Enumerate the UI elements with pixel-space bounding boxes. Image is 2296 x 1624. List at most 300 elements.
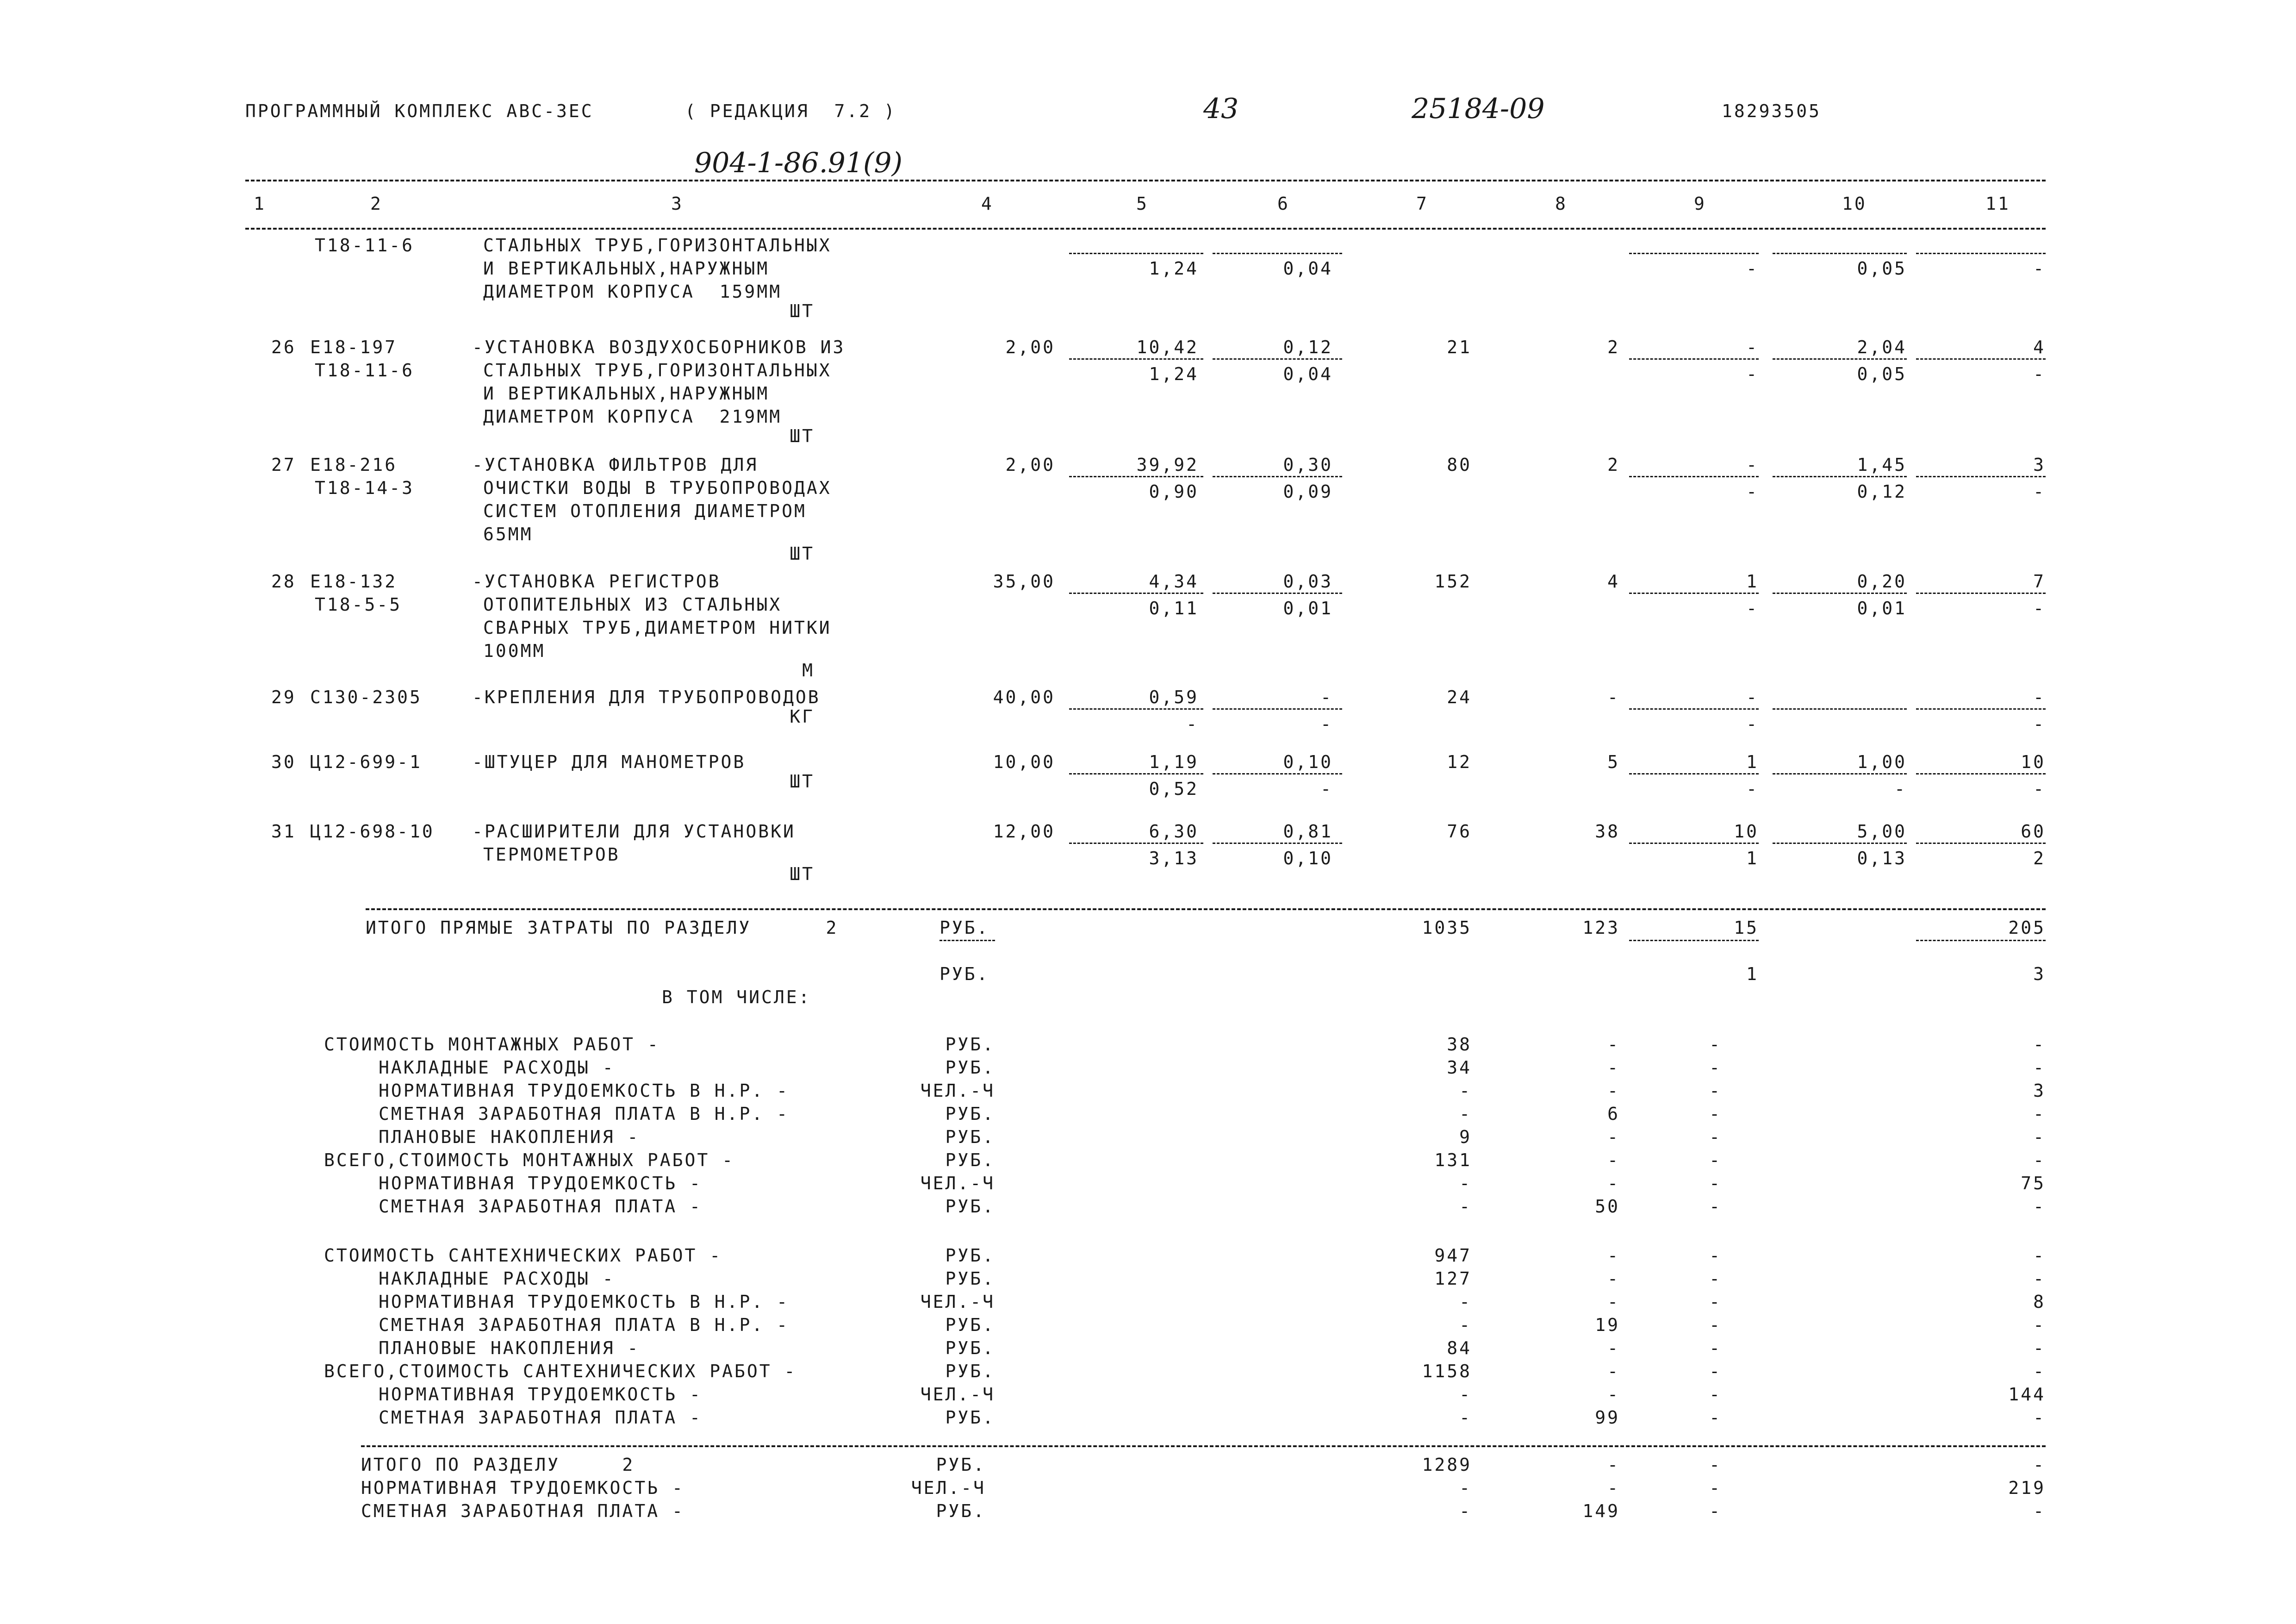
value-c6b: - bbox=[1320, 779, 1333, 799]
row-number: 29 bbox=[271, 687, 296, 707]
breakdown-c9: - bbox=[1709, 1081, 1722, 1101]
sub-rule bbox=[1629, 476, 1759, 477]
value-c10: 2,04 bbox=[1857, 337, 1907, 357]
value-c9b: - bbox=[1746, 258, 1759, 279]
work-description: -РАСШИРИТЕЛИ ДЛЯ УСТАНОВКИ bbox=[472, 821, 796, 842]
breakdown-c11: - bbox=[2033, 1057, 2046, 1078]
sub-rule bbox=[1069, 773, 1203, 775]
value-c9: - bbox=[1746, 337, 1759, 357]
column-number-5: 5 bbox=[1136, 194, 1149, 214]
section-total-rule bbox=[361, 1445, 2046, 1447]
totals-direct-c11b: 3 bbox=[2033, 964, 2046, 984]
rate-code-secondary: Т18-14-3 bbox=[315, 478, 415, 498]
program-title: ПРОГРАММНЫЙ КОМПЛЕКС АВС-3ЕС bbox=[245, 101, 594, 121]
column-number-4: 4 bbox=[981, 194, 994, 214]
value-c11b: - bbox=[2033, 364, 2046, 384]
breakdown-label: НАКЛАДНЫЕ РАСХОДЫ - bbox=[379, 1057, 615, 1078]
unit-label: ШТ bbox=[790, 301, 815, 321]
section-total-c9: - bbox=[1709, 1501, 1722, 1521]
totals-direct-c7: 1035 bbox=[1422, 918, 1472, 938]
breakdown-c11: - bbox=[2033, 1245, 2046, 1266]
rate-code-secondary: Т18-11-6 bbox=[315, 235, 415, 256]
breakdown-c7: 947 bbox=[1434, 1245, 1472, 1266]
breakdown-c11: - bbox=[2033, 1196, 2046, 1217]
value-c5b: 0,11 bbox=[1149, 598, 1199, 618]
work-description: ОТОПИТЕЛЬНЫХ ИЗ СТАЛЬНЫХ bbox=[483, 594, 782, 615]
value-c11: - bbox=[2033, 687, 2046, 707]
sub-rule bbox=[1213, 773, 1342, 775]
section-total-c9: - bbox=[1709, 1478, 1722, 1498]
breakdown-c7: 127 bbox=[1434, 1268, 1472, 1289]
breakdown-c7: - bbox=[1459, 1104, 1472, 1124]
value-c11b: - bbox=[2033, 598, 2046, 618]
header-top-rule bbox=[245, 180, 2046, 181]
column-number-7: 7 bbox=[1416, 194, 1429, 214]
breakdown-unit: РУБ. bbox=[945, 1057, 995, 1078]
work-description: ОЧИСТКИ ВОДЫ В ТРУБОПРОВОДАХ bbox=[483, 478, 832, 498]
breakdown-label: ВСЕГО,СТОИМОСТЬ САНТЕХНИЧЕСКИХ РАБОТ - bbox=[324, 1361, 797, 1381]
breakdown-label: СТОИМОСТЬ МОНТАЖНЫХ РАБОТ - bbox=[324, 1034, 660, 1055]
column-number-10: 10 bbox=[1842, 194, 1867, 214]
value-c9b: - bbox=[1746, 364, 1759, 384]
sub-rule bbox=[940, 940, 995, 941]
value-c9b: 1 bbox=[1746, 848, 1759, 868]
work-description: -УСТАНОВКА РЕГИСТРОВ bbox=[472, 571, 721, 592]
work-description: -ШТУЦЕР ДЛЯ МАНОМЕТРОВ bbox=[472, 752, 746, 772]
value-c7: 21 bbox=[1447, 337, 1472, 357]
value-c4: 35,00 bbox=[993, 571, 1055, 592]
unit-label: ШТ bbox=[790, 426, 815, 446]
breakdown-unit: РУБ. bbox=[945, 1245, 995, 1266]
breakdown-c9: - bbox=[1709, 1384, 1722, 1405]
section-total-c8: - bbox=[1607, 1478, 1620, 1498]
column-number-9: 9 bbox=[1694, 194, 1706, 214]
breakdown-c7: - bbox=[1459, 1384, 1472, 1405]
section-total-unit: РУБ. bbox=[936, 1455, 986, 1475]
breakdown-label: ПЛАНОВЫЕ НАКОПЛЕНИЯ - bbox=[379, 1338, 640, 1358]
section-total-c9: - bbox=[1709, 1455, 1722, 1475]
sub-rule bbox=[1916, 358, 2046, 360]
value-c7: 24 bbox=[1447, 687, 1472, 707]
rate-code-secondary: Т18-11-6 bbox=[315, 360, 415, 381]
breakdown-label: СТОИМОСТЬ САНТЕХНИЧЕСКИХ РАБОТ - bbox=[324, 1245, 722, 1266]
sub-rule bbox=[1069, 253, 1203, 254]
value-c11: 7 bbox=[2033, 571, 2046, 592]
value-c5: 10,42 bbox=[1136, 337, 1199, 357]
breakdown-c8: 99 bbox=[1595, 1407, 1620, 1428]
value-c5: 6,30 bbox=[1149, 821, 1199, 842]
value-c10b: 0,13 bbox=[1857, 848, 1907, 868]
breakdown-label: НОРМАТИВНАЯ ТРУДОЕМКОСТЬ - bbox=[379, 1173, 702, 1193]
value-c5b: 3,13 bbox=[1149, 848, 1199, 868]
section-total-c8: - bbox=[1607, 1455, 1620, 1475]
sub-rule bbox=[1773, 593, 1907, 594]
value-c6: 0,03 bbox=[1283, 571, 1333, 592]
sub-rule bbox=[1773, 708, 1907, 710]
value-c10b: 0,01 bbox=[1857, 598, 1907, 618]
sub-rule bbox=[1629, 253, 1759, 254]
work-description: И ВЕРТИКАЛЬНЫХ,НАРУЖНЫМ bbox=[483, 383, 770, 404]
document-number: 18293505 bbox=[1722, 101, 1822, 121]
section-total-c7: 1289 bbox=[1422, 1455, 1472, 1475]
sub-rule bbox=[1629, 358, 1759, 360]
breakdown-c9: - bbox=[1709, 1292, 1722, 1312]
value-c6b: 0,10 bbox=[1283, 848, 1333, 868]
totals-direct-label: ИТОГО ПРЯМЫЕ ЗАТРАТЫ ПО РАЗДЕЛУ 2 bbox=[366, 918, 839, 938]
breakdown-unit: РУБ. bbox=[945, 1034, 995, 1055]
sub-rule bbox=[1629, 843, 1759, 844]
breakdown-label: НОРМАТИВНАЯ ТРУДОЕМКОСТЬ В Н.Р. - bbox=[379, 1292, 789, 1312]
breakdown-unit: РУБ. bbox=[945, 1338, 995, 1358]
breakdown-c8: 50 bbox=[1595, 1196, 1620, 1217]
value-c10: 1,45 bbox=[1857, 455, 1907, 475]
value-c6: 0,10 bbox=[1283, 752, 1333, 772]
unit-label: ШТ bbox=[790, 543, 815, 564]
value-c9b: - bbox=[1746, 779, 1759, 799]
value-c10b: 0,05 bbox=[1857, 258, 1907, 279]
value-c9b: - bbox=[1746, 598, 1759, 618]
breakdown-c11: - bbox=[2033, 1104, 2046, 1124]
breakdown-c9: - bbox=[1709, 1127, 1722, 1147]
unit-label: КГ bbox=[790, 706, 815, 727]
breakdown-c11: - bbox=[2033, 1315, 2046, 1335]
breakdown-c7: 1158 bbox=[1422, 1361, 1472, 1381]
sub-rule bbox=[1916, 708, 2046, 710]
breakdown-c7: 38 bbox=[1447, 1034, 1472, 1055]
breakdown-c8: - bbox=[1607, 1173, 1620, 1193]
breakdown-c11: 8 bbox=[2033, 1292, 2046, 1312]
breakdown-c7: - bbox=[1459, 1173, 1472, 1193]
work-description: СВАРНЫХ ТРУБ,ДИАМЕТРОМ НИТКИ bbox=[483, 618, 832, 638]
sub-rule bbox=[1213, 358, 1342, 360]
work-description: ТЕРМОМЕТРОВ bbox=[483, 844, 620, 865]
sub-rule bbox=[1213, 708, 1342, 710]
breakdown-unit: РУБ. bbox=[945, 1407, 995, 1428]
work-description: ДИАМЕТРОМ КОРПУСА 219ММ bbox=[483, 406, 782, 427]
rate-code: Ц12-698-10 bbox=[310, 821, 435, 842]
breakdown-label: ВСЕГО,СТОИМОСТЬ МОНТАЖНЫХ РАБОТ - bbox=[324, 1150, 734, 1170]
value-c8: 38 bbox=[1595, 821, 1620, 842]
work-description: ДИАМЕТРОМ КОРПУСА 159ММ bbox=[483, 281, 782, 302]
value-c6: 0,81 bbox=[1283, 821, 1333, 842]
breakdown-c7: 9 bbox=[1459, 1127, 1472, 1147]
value-c4: 10,00 bbox=[993, 752, 1055, 772]
unit-label: М bbox=[802, 660, 815, 681]
sub-rule bbox=[1916, 940, 2046, 941]
sub-rule bbox=[1916, 253, 2046, 254]
row-number: 30 bbox=[271, 752, 296, 772]
column-number-3: 3 bbox=[671, 194, 684, 214]
value-c10: 1,00 bbox=[1857, 752, 1907, 772]
including-heading: В ТОМ ЧИСЛЕ: bbox=[662, 987, 811, 1007]
value-c6b: 0,04 bbox=[1283, 364, 1333, 384]
breakdown-label: НОРМАТИВНАЯ ТРУДОЕМКОСТЬ В Н.Р. - bbox=[379, 1081, 789, 1101]
sub-rule bbox=[1213, 476, 1342, 477]
breakdown-c9: - bbox=[1709, 1150, 1722, 1170]
breakdown-c11: 3 bbox=[2033, 1081, 2046, 1101]
value-c5b: 1,24 bbox=[1149, 364, 1199, 384]
breakdown-unit: ЧЕЛ.-Ч bbox=[920, 1292, 995, 1312]
breakdown-c8: - bbox=[1607, 1268, 1620, 1289]
row-number: 31 bbox=[271, 821, 296, 842]
breakdown-label: СМЕТНАЯ ЗАРАБОТНАЯ ПЛАТА В Н.Р. - bbox=[379, 1315, 789, 1335]
value-c5: 39,92 bbox=[1136, 455, 1199, 475]
section-total-label: НОРМАТИВНАЯ ТРУДОЕМКОСТЬ - bbox=[361, 1478, 684, 1498]
sub-rule bbox=[1069, 476, 1203, 477]
breakdown-unit: РУБ. bbox=[945, 1196, 995, 1217]
breakdown-c7: 34 bbox=[1447, 1057, 1472, 1078]
work-description: 100ММ bbox=[483, 641, 546, 661]
breakdown-c8: - bbox=[1607, 1292, 1620, 1312]
value-c5: 0,59 bbox=[1149, 687, 1199, 707]
section-total-unit: ЧЕЛ.-Ч bbox=[911, 1478, 986, 1498]
breakdown-c7: - bbox=[1459, 1081, 1472, 1101]
value-c8: 4 bbox=[1607, 571, 1620, 592]
handwritten-reference: 904-1-86.91(9) bbox=[694, 147, 902, 179]
breakdown-c9: - bbox=[1709, 1173, 1722, 1193]
section-total-label: СМЕТНАЯ ЗАРАБОТНАЯ ПЛАТА - bbox=[361, 1501, 684, 1521]
breakdown-c11: - bbox=[2033, 1150, 2046, 1170]
value-c5: 4,34 bbox=[1149, 571, 1199, 592]
section-total-unit: РУБ. bbox=[936, 1501, 986, 1521]
breakdown-c7: 131 bbox=[1434, 1150, 1472, 1170]
sub-rule bbox=[1773, 253, 1907, 254]
breakdown-c7: - bbox=[1459, 1407, 1472, 1428]
breakdown-c8: - bbox=[1607, 1384, 1620, 1405]
header-bottom-rule bbox=[245, 228, 2046, 230]
work-description: СТАЛЬНЫХ ТРУБ,ГОРИЗОНТАЛЬНЫХ bbox=[483, 360, 832, 381]
breakdown-label: СМЕТНАЯ ЗАРАБОТНАЯ ПЛАТА В Н.Р. - bbox=[379, 1104, 789, 1124]
sub-rule bbox=[1916, 476, 2046, 477]
column-number-11: 11 bbox=[1985, 194, 2010, 214]
breakdown-label: СМЕТНАЯ ЗАРАБОТНАЯ ПЛАТА - bbox=[379, 1407, 702, 1428]
value-c7: 152 bbox=[1434, 571, 1472, 592]
totals-direct-c11: 205 bbox=[2008, 918, 2046, 938]
column-number-8: 8 bbox=[1555, 194, 1568, 214]
section-total-c11: - bbox=[2033, 1501, 2046, 1521]
breakdown-c8: - bbox=[1607, 1034, 1620, 1055]
totals-direct-unit-2: РУБ. bbox=[940, 964, 989, 984]
value-c5: 1,19 bbox=[1149, 752, 1199, 772]
section-total-c11: - bbox=[2033, 1455, 2046, 1475]
value-c11b: - bbox=[2033, 481, 2046, 502]
value-c8: - bbox=[1607, 687, 1620, 707]
breakdown-c8: - bbox=[1607, 1338, 1620, 1358]
value-c6b: 0,09 bbox=[1283, 481, 1333, 502]
sub-rule bbox=[1629, 773, 1759, 775]
work-description: -КРЕПЛЕНИЯ ДЛЯ ТРУБОПРОВОДОВ bbox=[472, 687, 821, 707]
breakdown-unit: ЧЕЛ.-Ч bbox=[920, 1081, 995, 1101]
value-c5b: 0,52 bbox=[1149, 779, 1199, 799]
breakdown-c7: - bbox=[1459, 1315, 1472, 1335]
breakdown-c9: - bbox=[1709, 1196, 1722, 1217]
sub-rule bbox=[1213, 253, 1342, 254]
breakdown-c7: 84 bbox=[1447, 1338, 1472, 1358]
breakdown-c9: - bbox=[1709, 1268, 1722, 1289]
breakdown-c11: - bbox=[2033, 1034, 2046, 1055]
value-c11b: - bbox=[2033, 258, 2046, 279]
sub-rule bbox=[1069, 358, 1203, 360]
breakdown-c8: - bbox=[1607, 1361, 1620, 1381]
value-c5b: 0,90 bbox=[1149, 481, 1199, 502]
breakdown-c9: - bbox=[1709, 1315, 1722, 1335]
value-c10: 0,20 bbox=[1857, 571, 1907, 592]
totals-direct-c9b: 1 bbox=[1746, 964, 1759, 984]
breakdown-c8: - bbox=[1607, 1245, 1620, 1266]
value-c11: 10 bbox=[2021, 752, 2046, 772]
sub-rule bbox=[1773, 843, 1907, 844]
breakdown-c8: - bbox=[1607, 1057, 1620, 1078]
sub-rule bbox=[1069, 708, 1203, 710]
breakdown-unit: РУБ. bbox=[945, 1315, 995, 1335]
breakdown-unit: ЧЕЛ.-Ч bbox=[920, 1384, 995, 1405]
work-description: -УСТАНОВКА ФИЛЬТРОВ ДЛЯ bbox=[472, 455, 759, 475]
sub-rule bbox=[1069, 593, 1203, 594]
document-code: 25184-09 bbox=[1412, 93, 1545, 125]
section-total-label: ИТОГО ПО РАЗДЕЛУ 2 bbox=[361, 1455, 635, 1475]
value-c10b: - bbox=[1894, 779, 1907, 799]
breakdown-c9: - bbox=[1709, 1034, 1722, 1055]
value-c7: 80 bbox=[1447, 455, 1472, 475]
row-number: 28 bbox=[271, 571, 296, 592]
value-c9b: - bbox=[1746, 481, 1759, 502]
row-number: 27 bbox=[271, 455, 296, 475]
section-total-c11: 219 bbox=[2008, 1478, 2046, 1498]
sub-rule bbox=[1916, 773, 2046, 775]
unit-label: ШТ bbox=[790, 771, 815, 792]
column-number-2: 2 bbox=[370, 194, 383, 214]
totals-direct-unit: РУБ. bbox=[940, 918, 989, 938]
entries-bottom-rule bbox=[366, 908, 2046, 910]
row-number: 26 bbox=[271, 337, 296, 357]
sub-rule bbox=[1773, 773, 1907, 775]
sub-rule bbox=[1213, 593, 1342, 594]
rate-code: С130-2305 bbox=[310, 687, 422, 707]
value-c9: - bbox=[1746, 455, 1759, 475]
value-c11: 3 bbox=[2033, 455, 2046, 475]
section-total-c7: - bbox=[1459, 1478, 1472, 1498]
breakdown-c11: - bbox=[2033, 1127, 2046, 1147]
rate-code: Е18-197 bbox=[310, 337, 398, 357]
edition-label: ( РЕДАКЦИЯ 7.2 ) bbox=[685, 101, 896, 121]
sub-rule bbox=[1213, 843, 1342, 844]
sub-rule bbox=[1069, 843, 1203, 844]
breakdown-label: НОРМАТИВНАЯ ТРУДОЕМКОСТЬ - bbox=[379, 1384, 702, 1405]
work-description: СИСТЕМ ОТОПЛЕНИЯ ДИАМЕТРОМ bbox=[483, 501, 807, 521]
breakdown-unit: РУБ. bbox=[945, 1361, 995, 1381]
breakdown-c11: - bbox=[2033, 1338, 2046, 1358]
value-c10b: 0,12 bbox=[1857, 481, 1907, 502]
value-c11b: - bbox=[2033, 714, 2046, 734]
value-c9: 1 bbox=[1746, 752, 1759, 772]
value-c6: 0,30 bbox=[1283, 455, 1333, 475]
breakdown-c8: - bbox=[1607, 1081, 1620, 1101]
value-c11: 60 bbox=[2021, 821, 2046, 842]
totals-direct-c9: 15 bbox=[1734, 918, 1759, 938]
rate-code: Е18-132 bbox=[310, 571, 398, 592]
breakdown-label: ПЛАНОВЫЕ НАКОПЛЕНИЯ - bbox=[379, 1127, 640, 1147]
value-c9: 1 bbox=[1746, 571, 1759, 592]
breakdown-c9: - bbox=[1709, 1104, 1722, 1124]
value-c4: 40,00 bbox=[993, 687, 1055, 707]
page-number: 43 bbox=[1203, 93, 1239, 125]
column-number-6: 6 bbox=[1277, 194, 1290, 214]
value-c8: 5 bbox=[1607, 752, 1620, 772]
breakdown-c11: - bbox=[2033, 1407, 2046, 1428]
rate-code: Е18-216 bbox=[310, 455, 398, 475]
value-c5b: - bbox=[1186, 714, 1199, 734]
value-c9: - bbox=[1746, 687, 1759, 707]
breakdown-unit: ЧЕЛ.-Ч bbox=[920, 1173, 995, 1193]
value-c9b: - bbox=[1746, 714, 1759, 734]
value-c4: 2,00 bbox=[1005, 455, 1055, 475]
breakdown-c7: - bbox=[1459, 1196, 1472, 1217]
value-c7: 12 bbox=[1447, 752, 1472, 772]
breakdown-unit: РУБ. bbox=[945, 1268, 995, 1289]
breakdown-c8: 6 bbox=[1607, 1104, 1620, 1124]
section-total-c7: - bbox=[1459, 1501, 1472, 1521]
value-c11b: - bbox=[2033, 779, 2046, 799]
value-c5b: 1,24 bbox=[1149, 258, 1199, 279]
value-c9: 10 bbox=[1734, 821, 1759, 842]
column-number-1: 1 bbox=[254, 194, 266, 214]
sub-rule bbox=[1773, 358, 1907, 360]
work-description: СТАЛЬНЫХ ТРУБ,ГОРИЗОНТАЛЬНЫХ bbox=[483, 235, 832, 256]
work-description: -УСТАНОВКА ВОЗДУХОСБОРНИКОВ ИЗ bbox=[472, 337, 846, 357]
value-c6b: 0,01 bbox=[1283, 598, 1333, 618]
breakdown-unit: РУБ. bbox=[945, 1150, 995, 1170]
breakdown-c9: - bbox=[1709, 1361, 1722, 1381]
sub-rule bbox=[1629, 940, 1759, 941]
sub-rule bbox=[1629, 593, 1759, 594]
breakdown-c8: - bbox=[1607, 1150, 1620, 1170]
breakdown-c11: 144 bbox=[2008, 1384, 2046, 1405]
value-c8: 2 bbox=[1607, 455, 1620, 475]
work-description: И ВЕРТИКАЛЬНЫХ,НАРУЖНЫМ bbox=[483, 258, 770, 279]
breakdown-c9: - bbox=[1709, 1245, 1722, 1266]
value-c10: 5,00 bbox=[1857, 821, 1907, 842]
rate-code: Ц12-699-1 bbox=[310, 752, 422, 772]
value-c6b: - bbox=[1320, 714, 1333, 734]
value-c4: 12,00 bbox=[993, 821, 1055, 842]
breakdown-c11: - bbox=[2033, 1361, 2046, 1381]
sub-rule bbox=[1773, 476, 1907, 477]
value-c11b: 2 bbox=[2033, 848, 2046, 868]
unit-label: ШТ bbox=[790, 864, 815, 884]
breakdown-unit: РУБ. bbox=[945, 1104, 995, 1124]
value-c6b: 0,04 bbox=[1283, 258, 1333, 279]
breakdown-c8: 19 bbox=[1595, 1315, 1620, 1335]
breakdown-c11: - bbox=[2033, 1268, 2046, 1289]
breakdown-label: СМЕТНАЯ ЗАРАБОТНАЯ ПЛАТА - bbox=[379, 1196, 702, 1217]
value-c7: 76 bbox=[1447, 821, 1472, 842]
rate-code-secondary: Т18-5-5 bbox=[315, 594, 402, 615]
value-c10b: 0,05 bbox=[1857, 364, 1907, 384]
breakdown-c9: - bbox=[1709, 1338, 1722, 1358]
breakdown-c8: - bbox=[1607, 1127, 1620, 1147]
section-total-c8: 149 bbox=[1582, 1501, 1620, 1521]
breakdown-c7: - bbox=[1459, 1292, 1472, 1312]
breakdown-c9: - bbox=[1709, 1407, 1722, 1428]
value-c4: 2,00 bbox=[1005, 337, 1055, 357]
breakdown-label: НАКЛАДНЫЕ РАСХОДЫ - bbox=[379, 1268, 615, 1289]
breakdown-unit: РУБ. bbox=[945, 1127, 995, 1147]
sub-rule bbox=[1916, 843, 2046, 844]
sub-rule bbox=[1629, 708, 1759, 710]
breakdown-c11: 75 bbox=[2021, 1173, 2046, 1193]
work-description: 65ММ bbox=[483, 524, 533, 544]
value-c6: - bbox=[1320, 687, 1333, 707]
